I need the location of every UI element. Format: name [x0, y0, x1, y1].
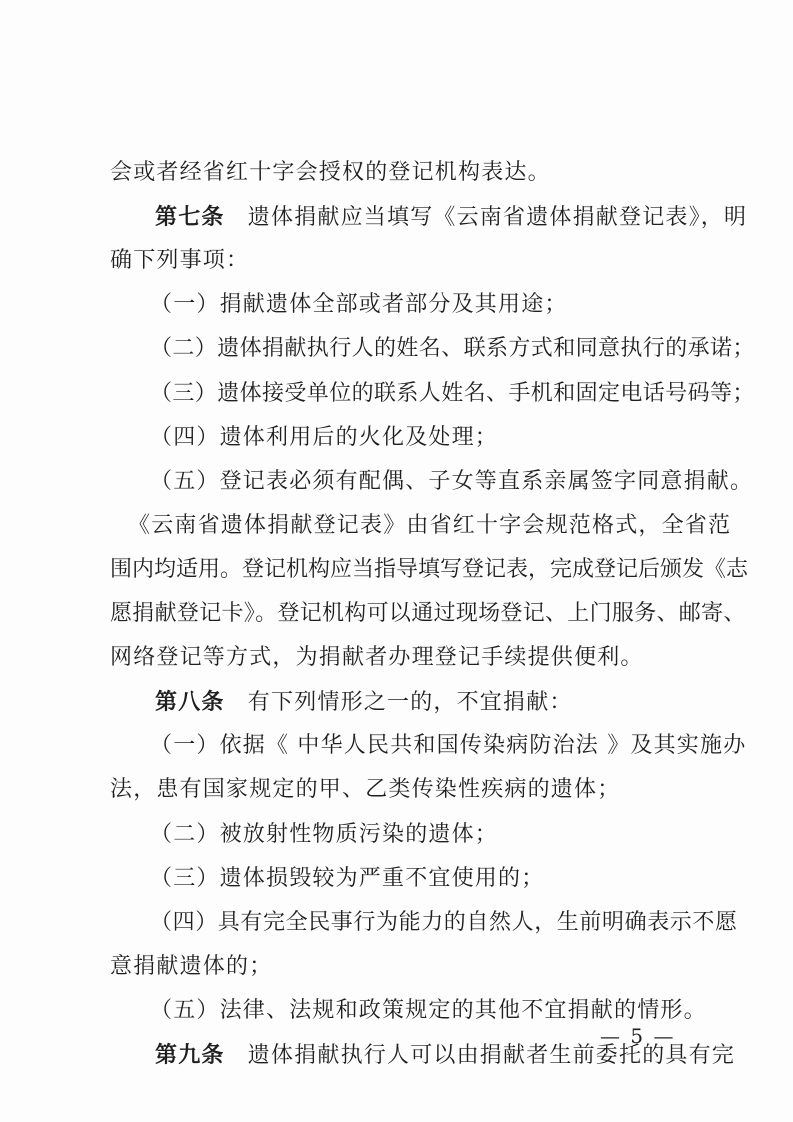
- text-line-15: 法，患有国家规定的甲、乙类传染性疾病的遗体；: [110, 777, 621, 803]
- list-item-8-4: （四）具有完全民事行为能力的自然人，生前明确表示不愿: [150, 909, 738, 935]
- list-item-8-3: （三）遗体损毁较为严重不宜使用的；: [150, 865, 545, 891]
- text-line-12: 网络登记等方式，为捐献者办理登记手续提供便利。: [110, 645, 644, 671]
- list-item-7-4: （四）遗体利用后的火化及处理；: [150, 424, 499, 450]
- article-7-label: 第七条: [155, 204, 225, 231]
- list-item-7-5: （五）登记表必须有配偶、子女等直系亲属签字同意捐献。: [150, 468, 754, 494]
- list-item-7-3: （三）遗体接受单位的联系人姓名、手机和固定电话号码等；: [150, 380, 755, 406]
- text-line-19: 意捐献遗体的；: [110, 953, 273, 979]
- text-line-10: 围内均适用。登记机构应当指导填写登记表，完成登记后颁发《志: [110, 556, 749, 582]
- text-line-1: 会或者经省红十字会授权的登记机构表达。: [110, 160, 551, 185]
- text-line-3: 确下列事项：: [110, 248, 250, 274]
- article-7-heading-line: 第七条 遗体捐献应当填写《云南省遗体捐献登记表》，明: [155, 204, 748, 231]
- page-number: — 5 —: [600, 1024, 676, 1048]
- list-item-8-1: （一）依据《 中华人民共和国传染病防治法 》及其实施办: [150, 733, 747, 759]
- list-item-8-2: （二）被放射性物质污染的遗体；: [150, 821, 499, 847]
- text-line-11: 愿捐献登记卡》。登记机构可以通过现场登记、上门服务、邮寄、: [110, 601, 746, 626]
- list-item-7-2: （二）遗体捐献执行人的姓名、联系方式和同意执行的承诺；: [150, 336, 755, 362]
- text-line-9: 《云南省遗体捐献登记表》由省红十字会规范格式，全省范: [128, 512, 732, 538]
- article-9-heading-line: 第九条 遗体捐献执行人可以由捐献者生前委托的具有完: [155, 1042, 736, 1068]
- list-item-7-1: （一）捐献遗体全部或者部分及其用途；: [150, 292, 568, 318]
- article-8-heading-line: 第八条 有下列情形之一的，不宜捐献：: [155, 689, 573, 716]
- article-8-label: 第八条: [155, 689, 225, 716]
- article-9-label: 第九条: [155, 1042, 225, 1068]
- list-item-8-5: （五）法律、法规和政策规定的其他不宜捐献的情形。: [150, 997, 707, 1023]
